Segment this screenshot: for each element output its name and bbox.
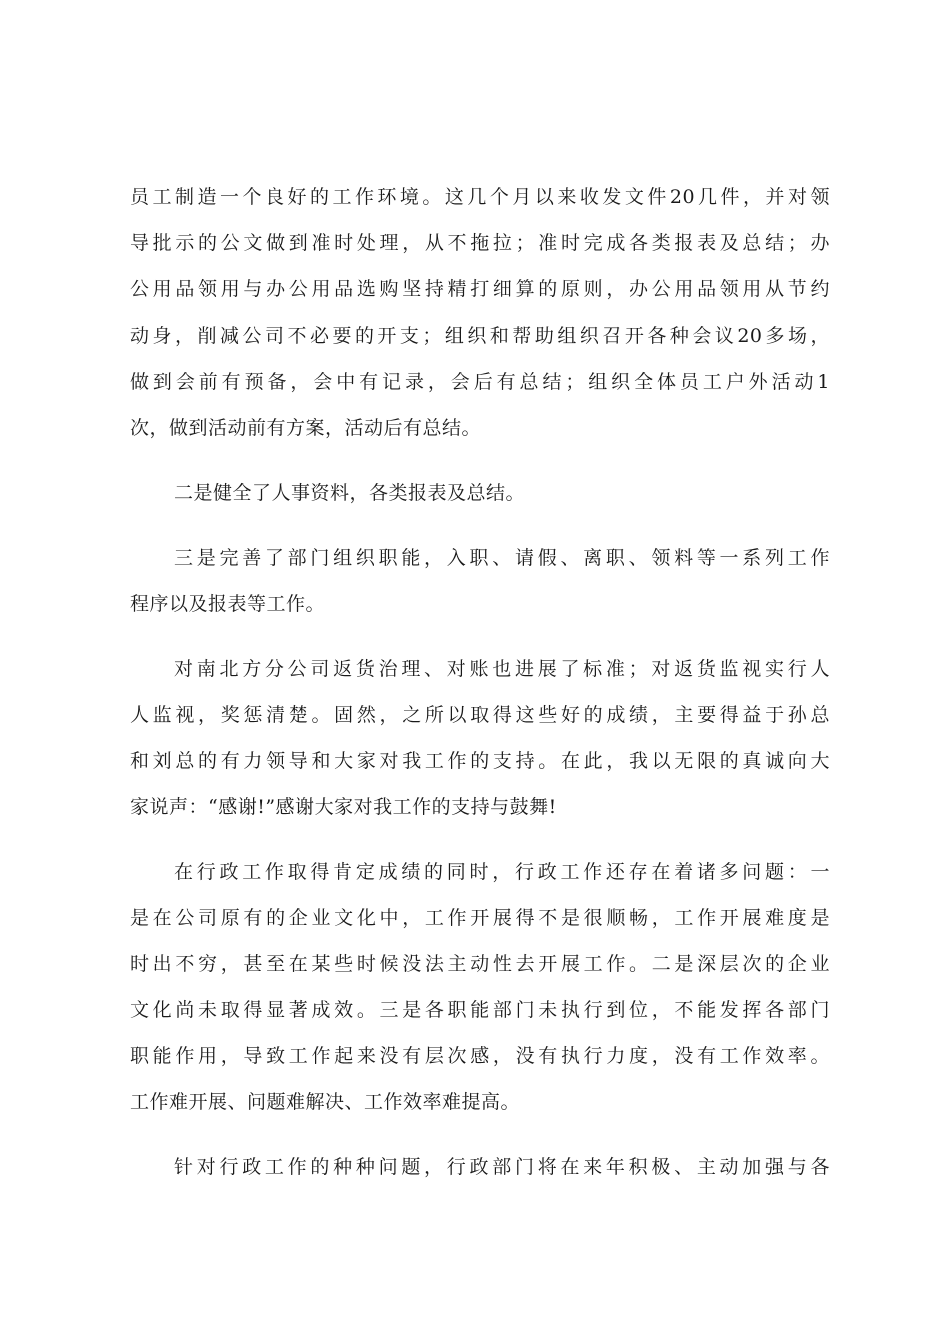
text-line: 家说声：“感谢!”感谢大家对我工作的支持与鼓舞! [130, 796, 557, 818]
text-line: 时出不穷，甚至在某些时候没法主动性去开展工作。二是深层次的企业 [130, 953, 830, 975]
text-line: 职能作用，导致工作起来没有层次感，没有执行力度，没有工作效率。 [130, 1045, 830, 1067]
text-line: 在行政工作取得肯定成绩的同时，行政工作还存在着诸多问题：一 [174, 861, 830, 883]
text-line: 对南北方分公司返货治理、对账也进展了标准；对返货监视实行人 [174, 658, 830, 680]
text-line: 针对行政工作的种种问题，行政部门将在来年积极、主动加强与各 [174, 1156, 830, 1178]
text-line: 导批示的公文做到准时处理，从不拖拉；准时完成各类报表及总结；办 [130, 232, 830, 254]
text-line: 二是健全了人事资料，各类报表及总结。 [174, 482, 526, 504]
text-line: 三是完善了部门组织职能，入职、请假、离职、领料等一系列工作 [174, 547, 830, 569]
text-line: 程序以及报表等工作。 [130, 593, 326, 615]
text-line: 人监视，奖惩清楚。固然，之所以取得这些好的成绩，主要得益于孙总 [130, 704, 830, 726]
text-line: 是在公司原有的企业文化中，工作开展得不是很顺畅，工作开展难度是 [130, 907, 830, 929]
text-line: 公用品领用与办公用品选购坚持精打细算的原则，办公用品领用从节约 [130, 278, 830, 300]
text-line: 次，做到活动前有方案，活动后有总结。 [130, 417, 482, 439]
text-line: 文化尚未取得显著成效。三是各职能部门未执行到位，不能发挥各部门 [130, 999, 830, 1021]
text-line: 工作难开展、问题难解决、工作效率难提高。 [130, 1091, 521, 1113]
text-line: 动身，削减公司不必要的开支；组织和帮助组织召开各种会议20多场， [130, 325, 830, 347]
text-line: 做到会前有预备，会中有记录，会后有总结；组织全体员工户外活动1 [130, 371, 830, 393]
text-line: 和刘总的有力领导和大家对我工作的支持。在此，我以无限的真诚向大 [130, 750, 830, 772]
text-line: 员工制造一个良好的工作环境。这几个月以来收发文件20几件，并对领 [130, 186, 830, 208]
